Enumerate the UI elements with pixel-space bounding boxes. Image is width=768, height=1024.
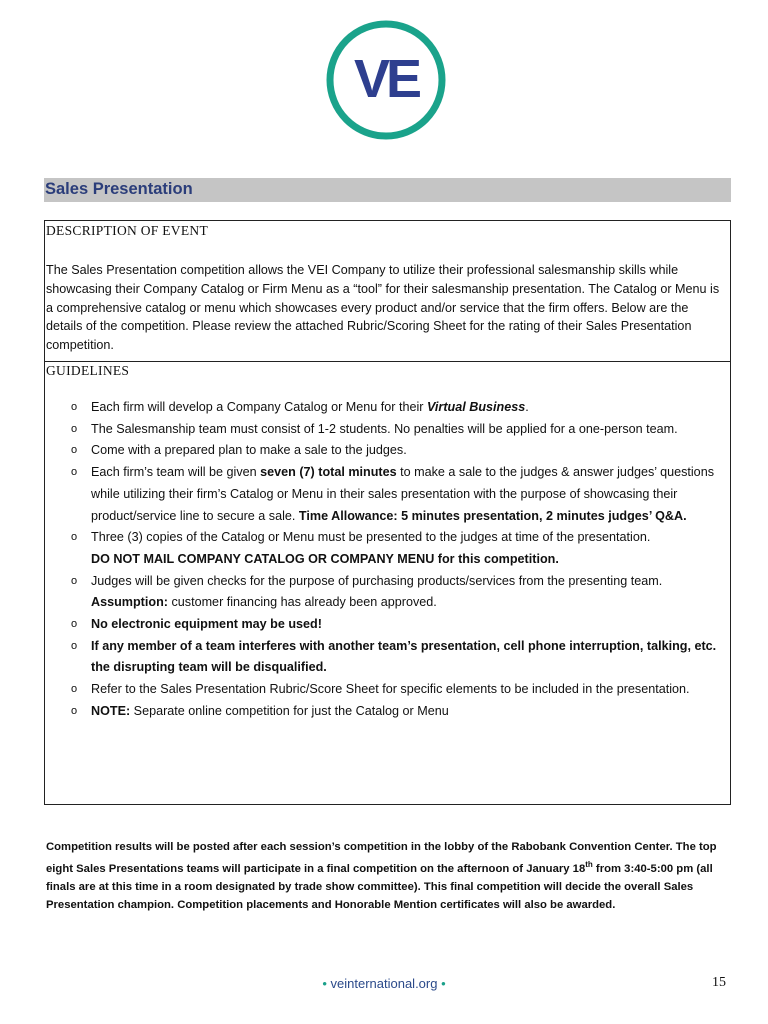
bullet-icon: o (71, 574, 78, 587)
list-item: o NOTE: Separate online competition for just the Catalog or Menu (45, 701, 730, 723)
description-box (44, 220, 731, 362)
description-text: The Sales Presentation competition allows the VEI Company to utilize their professional salesmanship skills while showcasing their Company Catalog or Firm Menu as a “tool” for their salesmanship presentation. The Catalog or Menu is a comprehensive catalog or menu which showcases every product and/or service that the firm offers. Below are the details of the competition. Please review the attached Rubric/Scoring Sheet for the rating of their Sales Presentation competition. (46, 263, 720, 353)
bullet-icon: • (322, 976, 327, 991)
bullet-icon: • (441, 976, 446, 991)
list-item: o No electronic equipment may be used! (45, 614, 730, 636)
list-item: o Refer to the Sales Presentation Rubric/Score Sheet for specific elements to be included in the presentation. (45, 679, 730, 701)
bullet-icon: o (71, 422, 78, 435)
bullet-icon: o (71, 639, 78, 652)
list-item: o Judges will be given checks for the purpose of purchasing products/services from the presenting team. Assumption: customer financing has already been approved. (45, 571, 730, 614)
footer-website[interactable] (0, 976, 768, 991)
guidelines-heading: GUIDELINES (46, 363, 130, 378)
list-item: o The Salesmanship team must consist of 1-2 students. No penalties will be applied for a one-person team. (45, 419, 730, 441)
description-heading: DESCRIPTION OF EVENT (46, 223, 209, 238)
guidelines-list (45, 397, 730, 723)
page-number: 15 (712, 975, 726, 990)
ve-logo-graphic (325, 19, 447, 141)
bullet-icon: o (71, 531, 78, 544)
bullet-icon: o (71, 466, 78, 479)
list-item: o Three (3) copies of the Catalog or Menu must be presented to the judges at time of the presentation. DO NOT MAIL COMPANY CATALOG OR COMPANY MENU for this competition. (45, 527, 730, 570)
ve-logo (325, 19, 447, 141)
bullet-icon: o (71, 618, 78, 631)
logo-text: VE (353, 49, 419, 109)
section-header (44, 178, 731, 202)
list-item: o If any member of a team interferes with another team’s presentation, cell phone interruption, talking, etc. the disrupting team will be disqualified. (45, 636, 730, 679)
bullet-icon: o (71, 704, 78, 717)
list-item: o Each firm will develop a Company Catalog or Menu for their Virtual Business. (45, 397, 730, 419)
guidelines-box (44, 361, 731, 805)
section-title: Sales Presentation (45, 180, 193, 198)
bullet-icon: o (71, 444, 78, 457)
results-paragraph: Competition results will be posted after each session’s competition in the lobby of the Rabobank Convention Center. The top eight Sales Presentations teams will participate in a final competition on the afternoon of January 18th from 3:40-5:00 pm (all finals are at this time in a room designated by trade show committee). This final competition will decide the overall Sales Presentation champion. Competition placements and Honorable Mention certificates will also be awarded. (46, 841, 717, 912)
bullet-icon: o (71, 401, 78, 413)
list-item: o Each firm’s team will be given seven (7) total minutes to make a sale to the judges & answer judges’ questions while utilizing their firm’s Catalog or Menu in their sales presentation with the purpose of showcasing their product/service line to secure a sale. Time Allowance: 5 minutes presentation, 2 minutes judges’ Q&A. (45, 462, 730, 527)
bullet-icon: o (71, 683, 78, 696)
list-item: o Come with a prepared plan to make a sale to the judges. (45, 440, 730, 462)
website-link[interactable]: veinternational.org (330, 976, 438, 991)
